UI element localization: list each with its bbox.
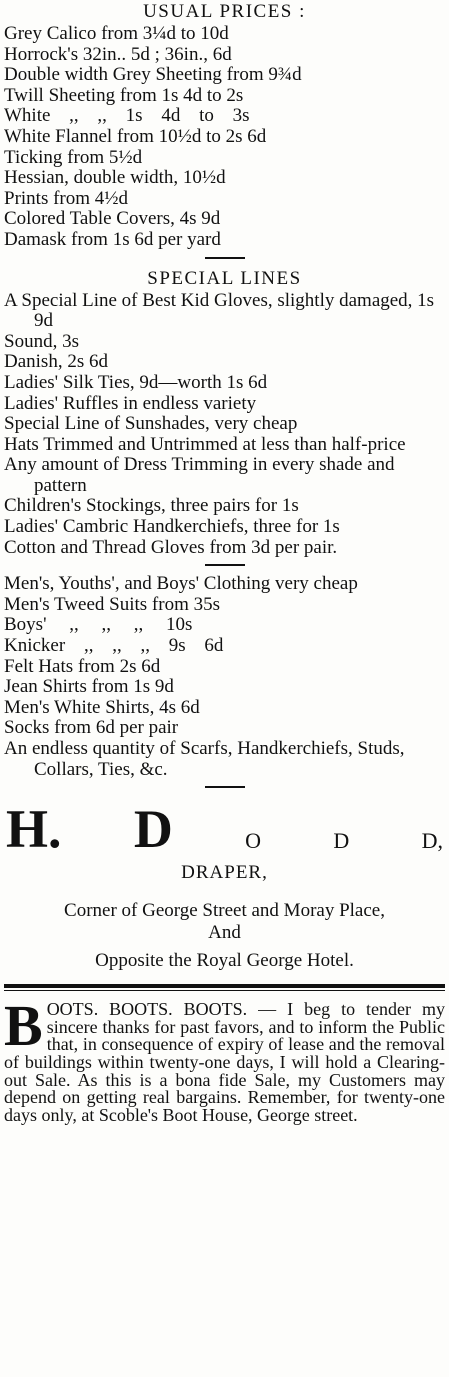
merchant-address: And (208, 922, 241, 944)
special-lines-heading: SPECIAL LINES (147, 267, 302, 289)
price-line: Prints from 4½d (4, 187, 129, 209)
merchant-initial: H. (6, 799, 62, 860)
boots-ad-text: OOTS. BOOTS. BOOTS. — I beg to tender my sincere thanks for past favors, and to inform the Public that, in consequence of expiry of lease and the removal of buildings within twenty-one days, I will hold a Clearing-out Sale. As this is a bona fide Sale, my Customers may depend on getting real bargains. Remember, for twenty-one days only, at Scoble's Boot House, George street. (4, 999, 445, 1125)
section-divider (205, 564, 245, 566)
boots-advertisement (4, 993, 445, 1125)
price-line: Colored Table Covers, 4s 9d (4, 208, 221, 230)
special-line: Danish, 2s 6d (4, 351, 108, 373)
merchant-name-banner (4, 798, 445, 860)
merchant-surname-letter: D (333, 828, 350, 854)
clothing-line: Socks from 6d per pair (4, 717, 179, 739)
price-line: Hessian, double width, 10½d (4, 167, 226, 189)
special-line: Cotton and Thread Gloves from 3d per pair. (4, 536, 338, 558)
special-line: Ladies' Silk Ties, 9d—worth 1s 6d (4, 371, 268, 393)
clothing-line: Men's Tweed Suits from 35s (4, 593, 221, 615)
clothing-line: An endless quantity of Scarfs, Handkerchiefs, Studs, Collars, Ties, &c. (4, 738, 405, 780)
special-line: A Special Line of Best Kid Gloves, slightly damaged, 1s 9d (4, 289, 435, 332)
merchant-surname-initial: D (133, 799, 173, 860)
drop-cap: B (4, 993, 43, 1059)
price-line: Ticking from 5½d (4, 146, 143, 168)
special-line: Sound, 3s (4, 330, 79, 352)
clothing-line: Boys' ,, ,, ,, 10s (4, 614, 193, 636)
price-line: Grey Calico from 3¼d to 10d (4, 23, 229, 44)
clothing-line: Men's, Youths', and Boys' Clothing very cheap (4, 573, 358, 595)
special-lines-section (4, 267, 445, 559)
special-line: Ladies' Cambric Handkerchiefs, three for 1s (4, 516, 340, 538)
price-line: Twill Sheeting from 1s 4d to 2s (4, 84, 244, 106)
special-line: Hats Trimmed and Untrimmed at less than half-price (4, 433, 406, 455)
merchant-surname-letter: O (245, 828, 262, 854)
price-line: White Flannel from 10½d to 2s 6d (4, 125, 267, 147)
merchant-address: Opposite the Royal George Hotel. (95, 950, 354, 972)
section-divider (205, 257, 245, 259)
clothing-line: Jean Shirts from 1s 9d (4, 676, 174, 698)
usual-prices-heading: USUAL PRICES : (143, 1, 306, 22)
merchant-trade: DRAPER, (181, 862, 268, 884)
special-line: Ladies' Ruffles in endless variety (4, 392, 257, 414)
price-line: White ,, ,, 1s 4d to 3s (4, 105, 250, 127)
special-line: Special Line of Sunshades, very cheap (4, 413, 298, 435)
clothing-line: Men's White Shirts, 4s 6d (4, 696, 200, 718)
merchant-address: Corner of George Street and Moray Place, (64, 900, 385, 922)
clothing-line: Knicker ,, ,, ,, 9s 6d (4, 635, 224, 657)
special-line: Children's Stockings, three pairs for 1s (4, 495, 299, 517)
merchant-surname-letter: D, (421, 828, 443, 854)
price-line: Double width Grey Sheeting from 9¾d (4, 64, 302, 86)
clothing-line: Felt Hats from 2s 6d (4, 655, 161, 677)
price-line: Horrock's 32in.. 5d ; 36in., 6d (4, 43, 232, 65)
price-line: Damask from 1s 6d per yard (4, 228, 221, 250)
section-divider (205, 786, 245, 788)
mens-clothing-section (4, 574, 445, 780)
usual-prices-section (4, 0, 445, 251)
special-line: Any amount of Dress Trimming in every shade and pattern (4, 454, 395, 496)
column-rule (4, 984, 445, 991)
